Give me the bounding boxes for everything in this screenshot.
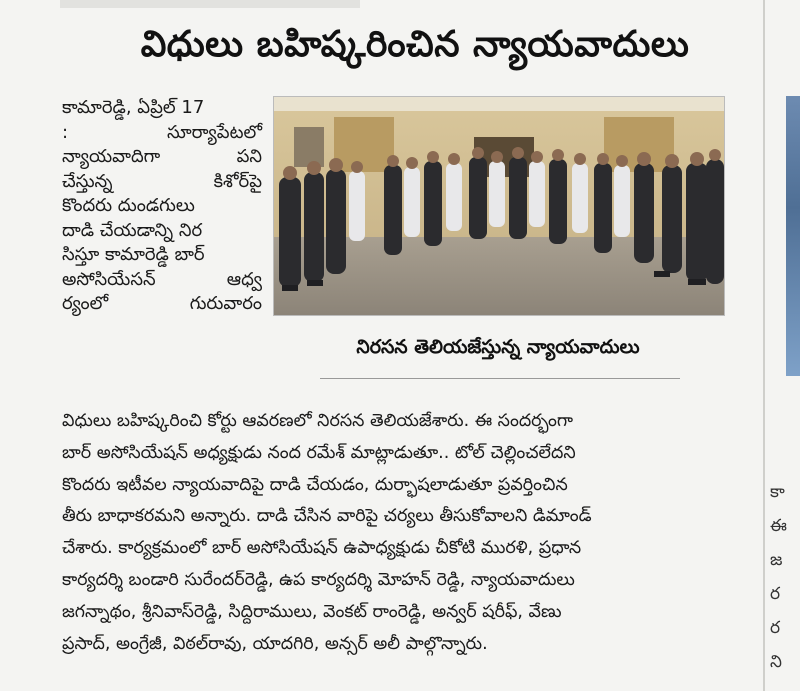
body-line: బార్ అసోసియేషన్ అధ్యక్షుడు నంద రమేశ్ మాట్లాడుతూ.. టోల్ చెల్లించలేదని xyxy=(62,442,576,463)
article-headline: విధులు బహిష్కరించిన న్యాయవాదులు xyxy=(140,24,690,65)
body-line: జగన్నాథం, శ్రీనివాస్‌రెడ్డి, సిద్దిరాములు, వెంకట్ రాంరెడ్డి, అన్వర్ షరీఫ్, వేణు xyxy=(62,601,562,622)
adjacent-text-fragment: జ xyxy=(770,550,783,570)
adjacent-text-fragment: ని xyxy=(770,652,782,672)
body-line: కొందరు ఇటీవల న్యాయవాదిపై దాడి చేయడం, దుర్భాషలాడుతూ ప్రవర్తించిన xyxy=(62,474,568,495)
caption-divider xyxy=(320,378,680,379)
group-photo-lawyers-protest xyxy=(273,96,725,316)
adjacent-text-fragment: ర xyxy=(770,618,781,638)
photo-caption: నిరసన తెలియజేస్తున్న న్యాయవాదులు xyxy=(356,336,640,358)
body-line: తీరు బాధాకరమని అన్నారు. దాడి చేసిన వారిపై చర్యలు తీసుకోవాలని డిమాండ్ xyxy=(62,506,592,527)
intro-line: చేస్తున్న కిశోర్‌పై xyxy=(62,170,262,192)
adjacent-article-photo xyxy=(786,96,800,376)
adjacent-text-fragment: ర xyxy=(770,584,781,604)
intro-column xyxy=(62,96,262,317)
adjacent-text-fragment: ఈ xyxy=(770,516,787,536)
article-body xyxy=(62,406,727,660)
photo-illustration xyxy=(274,97,724,315)
intro-line: న్యాయవాదిగా పని xyxy=(62,146,262,167)
body-line: ప్రసాద్, అంగ్రేజీ, విఠల్‌రావు, యాదగిరి, అన్సర్ అలీ పాల్గొన్నారు. xyxy=(62,633,488,654)
intro-line: : సూర్యాపేటలో xyxy=(62,121,262,143)
intro-line: కొందరు దుండగులు xyxy=(62,195,195,216)
body-line: కార్యదర్శి బండారి సురేందర్‌రెడ్డి, ఉప కార్యదర్శి మోహన్ రెడ్డి, న్యాయవాదులు xyxy=(62,569,575,590)
intro-line: సిస్తూ కామారెడ్డి బార్ xyxy=(62,244,205,265)
adjacent-text-fragment: కా xyxy=(770,482,785,502)
column-divider xyxy=(763,0,765,691)
body-line: విధులు బహిష్కరించి కోర్టు ఆవరణలో నిరసన తెలియజేశారు. ఈ సందర్భంగా xyxy=(62,411,573,431)
intro-line: అసోసియేసన్ ఆధ్వ xyxy=(62,268,262,290)
previous-article-remnant xyxy=(60,0,360,8)
intro-line: ర్యంలో గురువారం xyxy=(62,293,262,314)
intro-line: దాడి చేయడాన్ని నిర xyxy=(62,219,203,241)
body-line: చేశారు. కార్యక్రమంలో బార్ అసోసియేషన్ ఉపాధ్యక్షుడు చీకోటి మురళి, ప్రధాన xyxy=(62,538,582,559)
intro-line: కామారెడ్డి, ఏప్రిల్ 17 xyxy=(62,97,205,118)
